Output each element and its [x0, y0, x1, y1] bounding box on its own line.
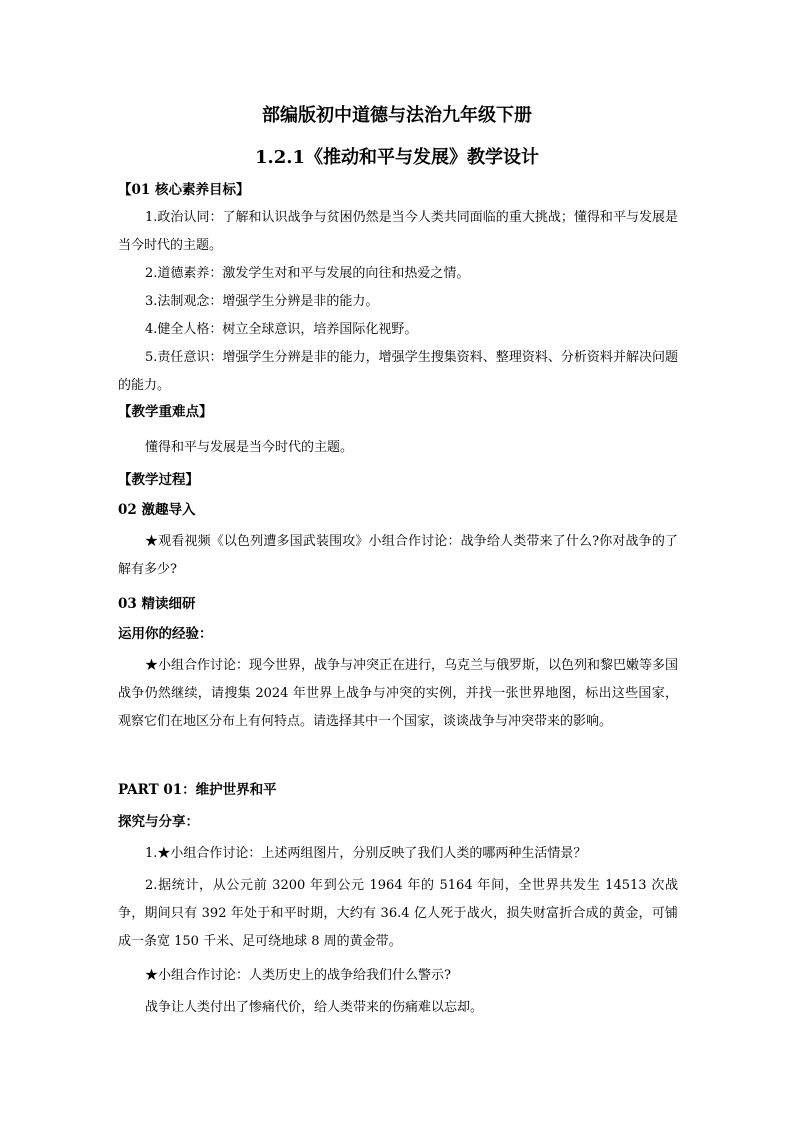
- intro-task-text: ★观看视频《以色列遭多国武装围攻》小组合作讨论：战争给人类带来了什么?你对战争的了解有多少?: [118, 534, 678, 577]
- share-item-1: 1.★小组合作讨论：上述两组图片，分别反映了我们人类的哪两种生活情景？: [145, 846, 587, 861]
- subheading-close-reading: 03 精读细研: [118, 596, 196, 612]
- section-heading-goals: 【01 核心素养目标】: [118, 182, 250, 198]
- goal-item-3: 3.法制观念：增强学生分辨是非的能力。: [145, 294, 379, 309]
- experience-task-text: ★小组合作讨论：现今世界，战争与冲突正在进行，乌克兰与俄罗斯，以色列和黎巴嫩等多国战争仍然继续，请搜集 2024 年世界上战争与冲突的实例，并找一张世界地图，标出这些国家，观察它们在地区分布上有何特点。请选择其中一个国家，谈谈战争与冲突带来的影响。: [118, 658, 679, 729]
- conclusion-text: 战争让人类付出了惨痛代价，给人类带来的伤痛难以忘却。: [145, 1000, 484, 1015]
- key-point-text: 懂得和平与发展是当今时代的主题。: [145, 440, 354, 455]
- doc-title-line2: 1.2.1《推动和平与发展》教学设计: [254, 147, 540, 168]
- goal-item-4: 4.健全人格：树立全球意识，培养国际化视野。: [145, 322, 418, 337]
- section-heading-process: 【教学过程】: [118, 472, 199, 488]
- subheading-experience: 运用你的经验：: [118, 626, 213, 642]
- share-item-3: ★小组合作讨论：人类历史上的战争给我们什么警示?: [145, 968, 451, 983]
- goal-item-1: 1.政治认同：了解和认识战争与贫困仍然是当今人类共同面临的重大挑战；懂得和平与发展是当今时代的主题。: [118, 210, 678, 253]
- share-heading: 探究与分享：: [118, 814, 199, 830]
- share-item-2: 2.据统计，从公元前 3200 年到公元 1964 年的 5164 年间，全世界共发生 14513 次战争，期间只有 392 年处于和平时期，大约有 36.4 亿人死于战火，损失财富折合成的黄金，可铺成一条宽 150 千米、足可绕地球 8 周的黄金带。: [118, 878, 678, 949]
- part1-heading: PART 01：维护世界和平: [118, 782, 277, 798]
- goal-item-2: 2.道德素养：激发学生对和平与发展的向往和热爱之情。: [145, 266, 470, 281]
- goal-item-5: 5.责任意识：增强学生分辨是非的能力，增强学生搜集资料、整理资料、分析资料并解决问题的能力。: [118, 350, 678, 393]
- subheading-intro: 02 激趣导入: [118, 502, 196, 518]
- section-heading-key-points: 【教学重难点】: [118, 404, 213, 420]
- doc-title-line1: 部编版初中道德与法治九年级下册: [262, 105, 532, 126]
